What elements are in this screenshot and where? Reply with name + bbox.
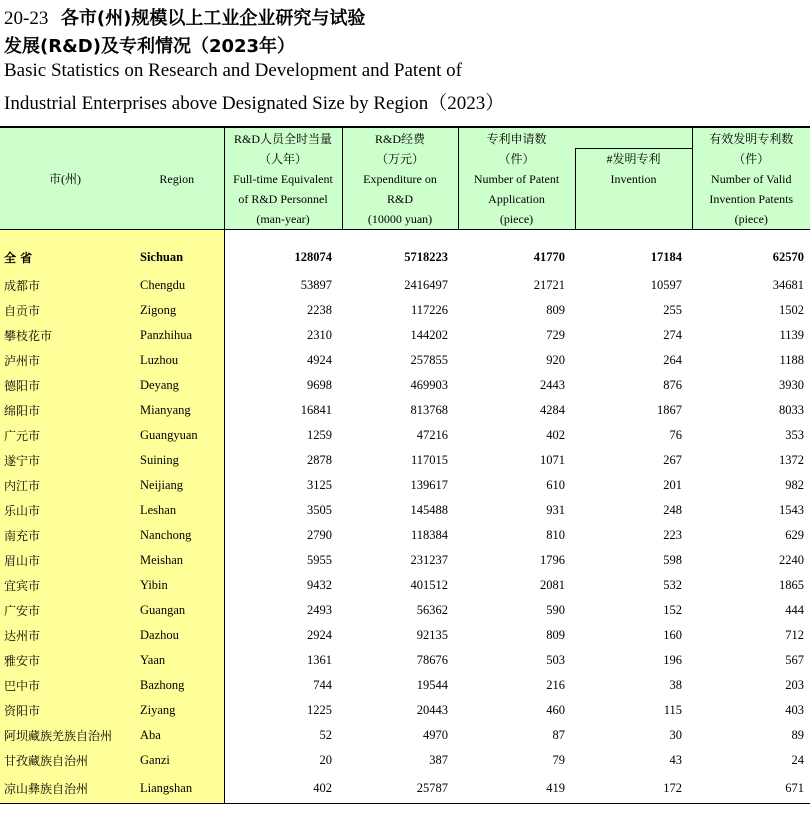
cell-region-en: Yaan <box>130 648 224 673</box>
header-expenditure-l3: Expenditure on <box>363 171 437 186</box>
cell-expenditure: 19544 <box>416 678 448 692</box>
cell-personnel: 4924 <box>224 348 342 373</box>
cell-patent-app: 2443 <box>540 378 565 392</box>
table-title-zh-line1 <box>4 4 365 30</box>
header-expenditure-l1: R&D经费 <box>374 131 425 146</box>
cell-personnel: 1225 <box>224 698 342 723</box>
table-row <box>0 398 810 423</box>
cell-expenditure: 5718223 <box>404 249 448 264</box>
cell-valid: 567 <box>785 653 804 667</box>
cell-invention: 267 <box>663 453 682 467</box>
cell-patent-app: 41770 <box>533 249 565 264</box>
table-row <box>0 273 810 298</box>
table-row <box>0 598 810 623</box>
cell-patent-app: 610 <box>546 478 565 492</box>
table-row <box>0 498 810 523</box>
cell-patent-app: 931 <box>546 503 565 517</box>
cell-invention: 532 <box>663 578 682 592</box>
table-title-zh-line2: 发展(R&D)及专利情况（2023年） <box>4 36 296 57</box>
cell-valid: 1865 <box>779 578 804 592</box>
table-row <box>0 423 810 448</box>
cell-valid: 89 <box>791 728 804 742</box>
cell-region-en: Guangyuan <box>130 423 224 448</box>
table-title-en-line2: Industrial Enterprises above Designated Size by Region（2023） <box>4 93 505 114</box>
cell-city-zh: 自贡市 <box>0 298 130 323</box>
cell-patent-app: 590 <box>546 603 565 617</box>
cell-expenditure: 117015 <box>410 453 448 467</box>
header-valid <box>692 127 810 230</box>
cell-expenditure: 387 <box>429 753 448 767</box>
table-row <box>0 748 810 773</box>
cell-valid: 712 <box>785 628 804 642</box>
cell-expenditure: 145488 <box>410 503 448 517</box>
cell-expenditure: 92135 <box>416 628 448 642</box>
cell-valid: 34681 <box>772 278 804 292</box>
cell-invention: 30 <box>669 728 682 742</box>
header-invention-en: Invention <box>610 172 657 186</box>
table-row <box>0 523 810 548</box>
cell-valid: 671 <box>692 773 810 804</box>
cell-valid: 1372 <box>779 453 804 467</box>
cell-expenditure: 20443 <box>416 703 448 717</box>
cell-patent-app: 809 <box>546 628 565 642</box>
cell-personnel: 9432 <box>224 573 342 598</box>
title-zh-1: 各市(州)规模以上工业企业研究与试验 <box>60 8 366 29</box>
cell-expenditure: 2416497 <box>404 278 448 292</box>
table-row <box>0 648 810 673</box>
cell-city-zh: 达州市 <box>0 623 130 648</box>
table-row <box>0 348 810 373</box>
cell-region-en: Leshan <box>130 498 224 523</box>
cell-personnel: 20 <box>224 748 342 773</box>
header-patent-app-l2: （件） <box>498 151 535 166</box>
table-row <box>0 698 810 723</box>
cell-expenditure: 469903 <box>410 378 448 392</box>
table-row <box>0 473 810 498</box>
header-personnel-l1: R&D人员全时当量 <box>233 131 332 146</box>
header-invention <box>575 149 692 230</box>
cell-personnel: 2310 <box>224 323 342 348</box>
header-patent-app-l4: Application <box>488 191 545 206</box>
header-expenditure-l2: （万元） <box>375 151 424 166</box>
cell-invention: 1867 <box>657 403 682 417</box>
header-expenditure-l5: (10000 yuan) <box>367 211 433 226</box>
cell-patent-app: 4284 <box>540 403 565 417</box>
cell-personnel: 2493 <box>224 598 342 623</box>
cell-city-zh: 泸州市 <box>0 348 130 373</box>
cell-patent-app: 920 <box>546 353 565 367</box>
table-row <box>0 548 810 573</box>
cell-patent-app: 810 <box>546 528 565 542</box>
cell-expenditure: 401512 <box>410 578 448 592</box>
cell-city-zh: 阿坝藏族羌族自治州 <box>0 723 130 748</box>
cell-invention: 76 <box>669 428 682 442</box>
cell-personnel: 2238 <box>224 298 342 323</box>
cell-invention: 160 <box>663 628 682 642</box>
cell-invention: 38 <box>669 678 682 692</box>
cell-patent-app: 402 <box>546 428 565 442</box>
table-row <box>0 448 810 473</box>
cell-valid: 444 <box>785 603 804 617</box>
cell-region-en: Dazhou <box>130 623 224 648</box>
cell-invention: 201 <box>663 478 682 492</box>
cell-invention: 264 <box>663 353 682 367</box>
table-number: 20-23 <box>4 8 49 29</box>
cell-expenditure: 231237 <box>410 553 448 567</box>
cell-personnel: 3505 <box>224 498 342 523</box>
cell-valid: 403 <box>785 703 804 717</box>
cell-invention: 152 <box>663 603 682 617</box>
cell-patent-app: 729 <box>546 328 565 342</box>
cell-city-zh: 广安市 <box>0 598 130 623</box>
cell-invention: 172 <box>575 773 692 804</box>
cell-region-en: Yibin <box>130 573 224 598</box>
cell-personnel: 2924 <box>224 623 342 648</box>
cell-region-en: Meishan <box>130 548 224 573</box>
cell-valid: 353 <box>785 428 804 442</box>
cell-valid: 1139 <box>779 328 804 342</box>
header-personnel-l2: （人年） <box>258 151 307 166</box>
cell-personnel: 53897 <box>224 273 342 298</box>
cell-city-zh: 内江市 <box>0 473 130 498</box>
header-expenditure-l4: R&D <box>386 191 413 206</box>
statistics-table <box>0 126 810 804</box>
cell-valid: 629 <box>785 528 804 542</box>
cell-invention: 248 <box>663 503 682 517</box>
header-valid-l3: Number of Valid <box>711 171 792 186</box>
cell-region-en: Zigong <box>130 298 224 323</box>
cell-valid: 1543 <box>779 503 804 517</box>
cell-personnel: 402 <box>224 773 342 804</box>
cell-city-zh: 宜宾市 <box>0 573 130 598</box>
table-row <box>0 723 810 748</box>
cell-personnel: 9698 <box>224 373 342 398</box>
cell-city-zh: 德阳市 <box>0 373 130 398</box>
cell-personnel: 1361 <box>224 648 342 673</box>
cell-city-zh: 全 省 <box>0 235 130 273</box>
cell-patent-app: 1071 <box>540 453 565 467</box>
cell-region-en: Guangan <box>130 598 224 623</box>
cell-region-en: Deyang <box>130 373 224 398</box>
cell-invention: 255 <box>663 303 682 317</box>
header-patent-app-span <box>575 127 692 149</box>
cell-region-en: Neijiang <box>130 473 224 498</box>
table-row <box>0 773 810 804</box>
cell-region-en: Luzhou <box>130 348 224 373</box>
cell-city-zh: 绵阳市 <box>0 398 130 423</box>
cell-city-zh: 资阳市 <box>0 698 130 723</box>
header-patent-app-l5: (piece) <box>499 211 534 226</box>
cell-expenditure: 47216 <box>416 428 448 442</box>
cell-invention: 274 <box>663 328 682 342</box>
cell-city-zh: 乐山市 <box>0 498 130 523</box>
table-row <box>0 573 810 598</box>
header-personnel <box>224 127 342 230</box>
header-valid-l5: (piece) <box>734 211 768 226</box>
header-patent-app <box>458 127 575 230</box>
cell-invention: 876 <box>663 378 682 392</box>
cell-personnel: 744 <box>224 673 342 698</box>
header-invention-zh: #发明专利 <box>606 152 661 166</box>
cell-patent-app: 503 <box>546 653 565 667</box>
cell-valid: 203 <box>785 678 804 692</box>
cell-expenditure: 25787 <box>342 773 458 804</box>
cell-patent-app: 1796 <box>540 553 565 567</box>
cell-region-en: Aba <box>130 723 224 748</box>
cell-region-en: Suining <box>130 448 224 473</box>
header-region-en: Region <box>130 127 224 230</box>
cell-city-zh: 凉山彝族自治州 <box>0 773 130 804</box>
header-patent-app-l1: 专利申请数 <box>486 131 547 146</box>
cell-valid: 24 <box>791 753 804 767</box>
cell-city-zh: 攀枝花市 <box>0 323 130 348</box>
cell-city-zh: 甘孜藏族自治州 <box>0 748 130 773</box>
cell-patent-app: 809 <box>546 303 565 317</box>
cell-expenditure: 117226 <box>410 303 448 317</box>
header-personnel-l4: of R&D Personnel <box>238 191 328 206</box>
cell-invention: 196 <box>663 653 682 667</box>
cell-city-zh: 南充市 <box>0 523 130 548</box>
cell-expenditure: 144202 <box>410 328 448 342</box>
cell-city-zh: 雅安市 <box>0 648 130 673</box>
cell-personnel: 5955 <box>224 548 342 573</box>
table-row <box>0 323 810 348</box>
cell-patent-app: 87 <box>552 728 565 742</box>
cell-patent-app: 216 <box>546 678 565 692</box>
header-personnel-l3: Full-time Equivalent <box>233 171 333 186</box>
cell-valid: 3930 <box>779 378 804 392</box>
cell-region-en: Sichuan <box>130 235 224 273</box>
cell-personnel: 52 <box>224 723 342 748</box>
cell-valid: 982 <box>785 478 804 492</box>
cell-city-zh: 广元市 <box>0 423 130 448</box>
header-valid-l1: 有效发明专利数 <box>709 131 794 146</box>
table-row <box>0 673 810 698</box>
header-valid-l2: （件） <box>733 151 770 166</box>
cell-region-en: Mianyang <box>130 398 224 423</box>
cell-patent-app: 460 <box>546 703 565 717</box>
cell-valid: 8033 <box>779 403 804 417</box>
cell-valid: 2240 <box>779 553 804 567</box>
cell-expenditure: 118384 <box>410 528 448 542</box>
cell-patent-app: 419 <box>458 773 575 804</box>
cell-region-en: Chengdu <box>130 273 224 298</box>
header-expenditure <box>342 127 458 230</box>
table-title-en-line1: Basic Statistics on Research and Development and Patent of <box>4 60 462 81</box>
cell-invention: 10597 <box>650 278 682 292</box>
table-row <box>0 623 810 648</box>
cell-city-zh: 遂宁市 <box>0 448 130 473</box>
cell-region-en: Ziyang <box>130 698 224 723</box>
cell-expenditure: 139617 <box>410 478 448 492</box>
cell-personnel: 2878 <box>224 448 342 473</box>
cell-region-en: Liangshan <box>130 773 224 804</box>
cell-valid: 62570 <box>772 249 804 264</box>
cell-personnel: 3125 <box>224 473 342 498</box>
cell-invention: 598 <box>663 553 682 567</box>
cell-expenditure: 4970 <box>423 728 448 742</box>
table-row <box>0 373 810 398</box>
cell-invention: 17184 <box>650 249 682 264</box>
cell-region-en: Panzhihua <box>130 323 224 348</box>
cell-invention: 115 <box>663 703 682 717</box>
cell-personnel: 2790 <box>224 523 342 548</box>
header-patent-app-l3: Number of Patent <box>473 171 560 186</box>
table-row-total <box>0 235 810 273</box>
cell-expenditure: 257855 <box>410 353 448 367</box>
cell-expenditure: 78676 <box>416 653 448 667</box>
cell-city-zh: 巴中市 <box>0 673 130 698</box>
cell-patent-app: 21721 <box>533 278 565 292</box>
header-personnel-l5: (man-year) <box>256 211 310 226</box>
cell-valid: 1188 <box>779 353 804 367</box>
cell-patent-app: 2081 <box>540 578 565 592</box>
cell-personnel: 128074 <box>224 235 342 273</box>
cell-invention: 223 <box>663 528 682 542</box>
header-valid-l4: Invention Patents <box>709 191 794 206</box>
table-row <box>0 298 810 323</box>
cell-personnel: 1259 <box>224 423 342 448</box>
cell-invention: 43 <box>669 753 682 767</box>
cell-expenditure: 813768 <box>410 403 448 417</box>
cell-region-en: Nanchong <box>130 523 224 548</box>
cell-expenditure: 56362 <box>416 603 448 617</box>
cell-valid: 1502 <box>779 303 804 317</box>
cell-region-en: Bazhong <box>130 673 224 698</box>
cell-personnel: 16841 <box>224 398 342 423</box>
cell-patent-app: 79 <box>552 753 565 767</box>
cell-city-zh: 眉山市 <box>0 548 130 573</box>
cell-region-en: Ganzi <box>130 748 224 773</box>
cell-city-zh: 成都市 <box>0 273 130 298</box>
header-city-zh: 市(州) <box>0 127 130 230</box>
